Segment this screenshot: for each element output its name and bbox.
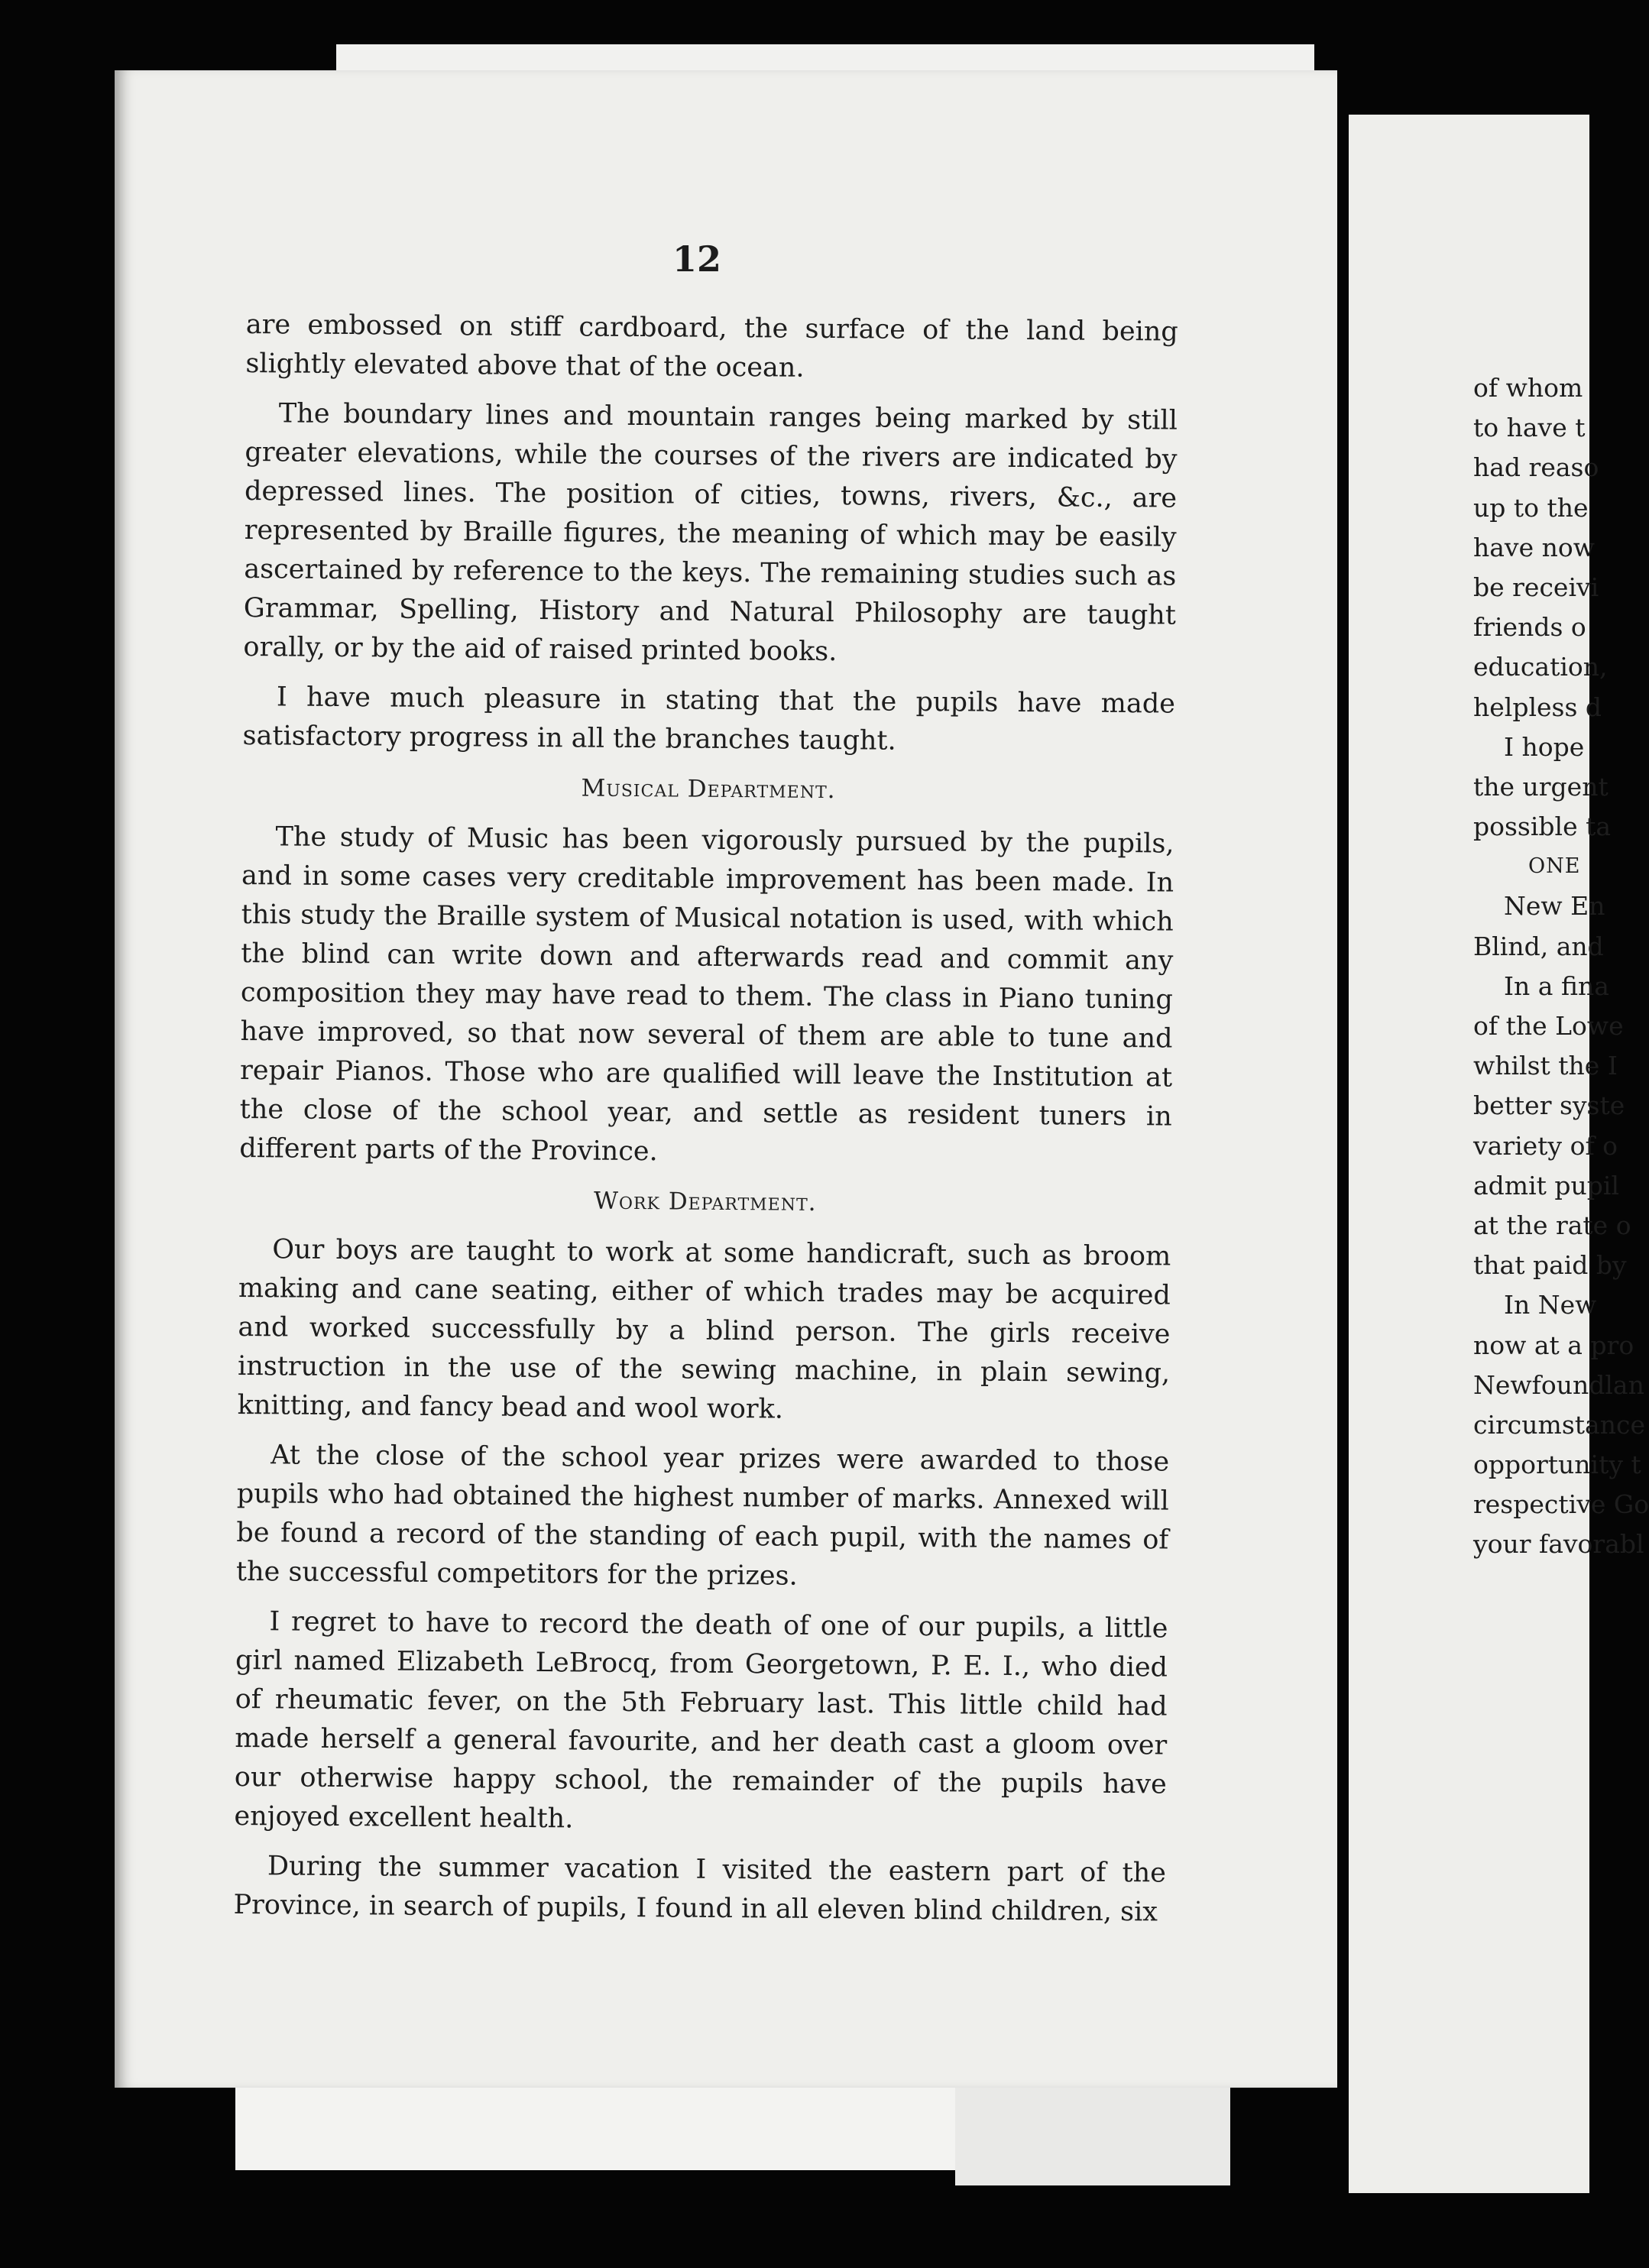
section-heading: ONE: [1528, 854, 1581, 879]
paragraph: Our boys are taught to work at some handicraft, such as broom making and cane seating, either of which trades may be acquired and worked successfully by a blind person. The girls receive instruction in the use of the sewing machine, in plain sewing, knitting, and fancy bead and wool work.: [237, 1234, 1171, 1425]
paragraph: I regret to have to record the death of one of our pupils, a little girl named Elizabeth LeBrocq, from Georgetown, P. E. I., who died of rheumatic fever, on the 5th February last. This little child had made herself a general favourite, and her death cast a gloom over our otherwise happy school, the remainder of the pupils have enjoyed excellent health.: [234, 1606, 1168, 1835]
text-line: education,: [1473, 652, 1608, 682]
section-heading: Musical Department.: [581, 774, 836, 805]
text-line: that paid by: [1473, 1250, 1627, 1281]
text-line: of the Lowe: [1473, 1011, 1624, 1041]
text-line: Newfoundlan: [1473, 1369, 1644, 1400]
text-line: better syste: [1473, 1090, 1625, 1121]
text-line: of whom: [1473, 373, 1583, 403]
page-number: 12: [672, 238, 722, 280]
text-line: be receivi: [1473, 572, 1599, 602]
paragraph: During the summer vacation I visited the eastern part of the Province, in search of pupils, I found in all eleven blind children, six: [233, 1851, 1167, 1928]
text-line: New En: [1504, 891, 1605, 922]
paragraph: At the close of the school year prizes were awarded to those pupils who had obtained the highest number of marks. Annexed will be found a record of the standing of each pupil, with the names of the successful competitors for the prizes.: [235, 1440, 1170, 1592]
text-line: now at a pro: [1473, 1330, 1634, 1360]
text-line: respective Go: [1473, 1489, 1649, 1520]
text-line: Blind, and: [1473, 931, 1604, 961]
text-line: helpless d: [1473, 692, 1602, 722]
text-line: opportunity t: [1473, 1450, 1641, 1480]
text-line: In New: [1504, 1290, 1597, 1320]
text-line: your favorabl: [1473, 1529, 1644, 1560]
text-line: have now: [1473, 532, 1595, 562]
text-line: possible ta: [1473, 812, 1612, 842]
paragraph: The boundary lines and mountain ranges being marked by still greater elevations, while the courses of the rivers are indicated by depressed lines. The position of cities, towns, rivers, &c., are represented by Braille figures, the meaning of which may be easily ascertained by reference to the keys. The remaining studies such as Grammar, Spelling, History and Natural Philosophy are taught orally, or by the aid of raised printed books.: [243, 398, 1178, 668]
section-heading: Work Department.: [593, 1187, 817, 1217]
text-line: had reaso: [1473, 452, 1599, 483]
paragraph: The study of Music has been vigorously pursued by the pupils, and in some cases very creditable improvement has been made. In this study the Braille system of Musical notation is used, with which the blind can write down and afterwards read and commit any composition they may have read to them. The class in Piano tuning have improved, so that now several of them are able to tune and repair Pianos. Those who are qualified will leave the Institution at the close of the school year, and settle as resident tuners in different parts of the Province.: [239, 821, 1174, 1168]
text-line: I hope: [1504, 731, 1585, 762]
text-line: whilst the I: [1473, 1051, 1618, 1081]
text-line: circumstance: [1473, 1409, 1645, 1440]
text-line: the urgent: [1473, 771, 1609, 802]
paragraph: are embossed on stiff cardboard, the surface of the land being slightly elevated above that of the ocean.: [245, 309, 1178, 384]
text-line: to have t: [1473, 413, 1586, 443]
text-line: variety of o: [1473, 1130, 1618, 1161]
text-line: at the rate o: [1473, 1210, 1631, 1240]
paragraph: I have much pleasure in stating that the pupils have made satisfactory progress in all the branches taught.: [242, 682, 1176, 757]
text-line: up to the: [1473, 492, 1589, 523]
text-line: admit pupil: [1473, 1170, 1620, 1200]
text-line: In a fina: [1504, 970, 1609, 1001]
text-line: friends o: [1473, 612, 1586, 643]
right-page-text: [1473, 368, 1649, 1565]
left-page-text: [233, 306, 1178, 1943]
